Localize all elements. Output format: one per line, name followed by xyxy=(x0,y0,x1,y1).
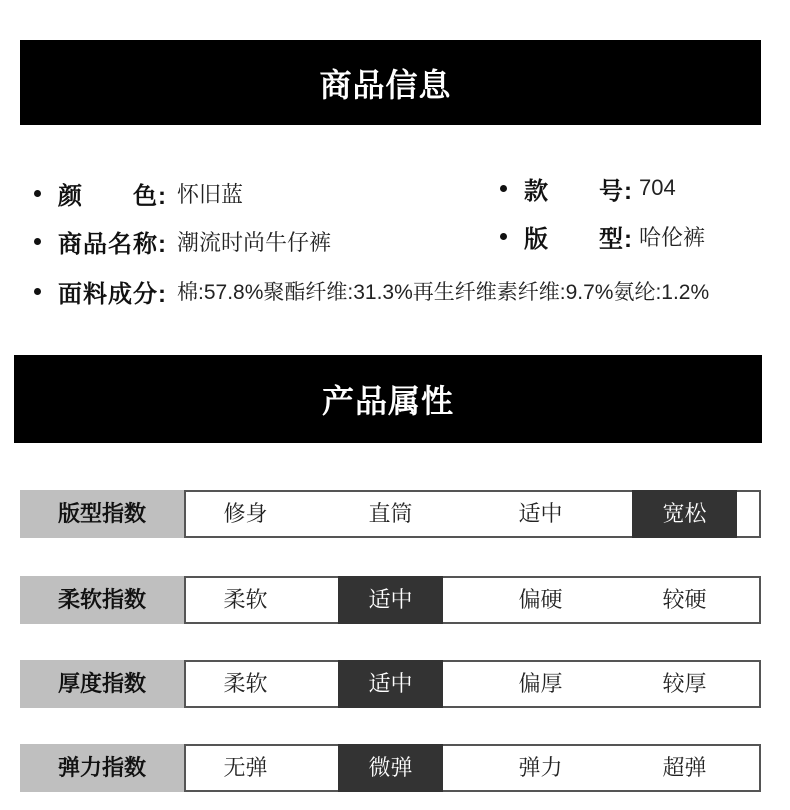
fit-index-options xyxy=(184,490,761,538)
product-name-value: 潮流时尚牛仔裤 xyxy=(177,229,332,255)
stretch-option-stretch: 弹力 xyxy=(518,755,563,780)
color-label: 颜 色: xyxy=(58,182,167,210)
bullet-icon xyxy=(34,288,41,295)
softness-option-slightly-stiff: 偏硬 xyxy=(518,587,563,612)
softness-option-medium: 适中 xyxy=(338,576,443,624)
softness-index-options xyxy=(184,576,761,624)
thickness-option-thick: 较厚 xyxy=(662,671,707,696)
fit-option-loose: 宽松 xyxy=(632,490,737,538)
fit-index-label: 版型指数 xyxy=(20,490,184,538)
softness-index-row xyxy=(20,576,761,624)
stretch-option-slight: 微弹 xyxy=(338,744,443,792)
fit-option-regular: 适中 xyxy=(518,501,563,526)
bullet-icon xyxy=(34,190,41,197)
product-info-header xyxy=(20,40,761,125)
fit-option-slim: 修身 xyxy=(223,501,268,526)
softness-index-label: 柔软指数 xyxy=(20,576,184,624)
bullet-icon xyxy=(500,185,507,192)
product-attributes-title: 产品属性 xyxy=(321,383,454,419)
info-item-color xyxy=(33,178,243,208)
style-number-label: 款 号: xyxy=(524,177,633,205)
fit-option-straight: 直筒 xyxy=(368,501,413,526)
stretch-option-super: 超弹 xyxy=(662,755,707,780)
fit-index-row xyxy=(20,490,761,538)
style-number-value: 704 xyxy=(639,175,676,200)
bullet-icon xyxy=(500,233,507,240)
thickness-option-soft: 柔软 xyxy=(223,671,268,696)
product-name-label: 商品名称: xyxy=(58,230,167,258)
stretch-index-row xyxy=(20,744,761,792)
color-value: 怀旧蓝 xyxy=(177,181,244,207)
info-item-fabric xyxy=(33,276,709,306)
info-item-fit-type xyxy=(499,221,705,251)
thickness-index-row xyxy=(20,660,761,708)
fit-type-label: 版 型: xyxy=(524,225,633,253)
thickness-index-label: 厚度指数 xyxy=(20,660,184,708)
stretch-index-options xyxy=(184,744,761,792)
thickness-index-options xyxy=(184,660,761,708)
info-item-style-number xyxy=(499,173,676,203)
fabric-label: 面料成分: xyxy=(58,280,167,308)
softness-option-stiff: 较硬 xyxy=(662,587,707,612)
product-attributes-header xyxy=(14,355,762,443)
product-info-title: 商品信息 xyxy=(319,66,452,103)
softness-option-soft: 柔软 xyxy=(223,587,268,612)
thickness-option-slightly-thick: 偏厚 xyxy=(518,671,563,696)
bullet-icon xyxy=(34,238,41,245)
stretch-index-label: 弹力指数 xyxy=(20,744,184,792)
thickness-option-medium: 适中 xyxy=(338,660,443,708)
info-item-product-name xyxy=(33,226,331,256)
stretch-option-none: 无弹 xyxy=(223,755,268,780)
fit-type-value: 哈伦裤 xyxy=(639,224,706,250)
fabric-value: 棉:57.8%聚酯纤维:31.3%再生纤维素纤维:9.7%氨纶:1.2% xyxy=(177,281,710,304)
